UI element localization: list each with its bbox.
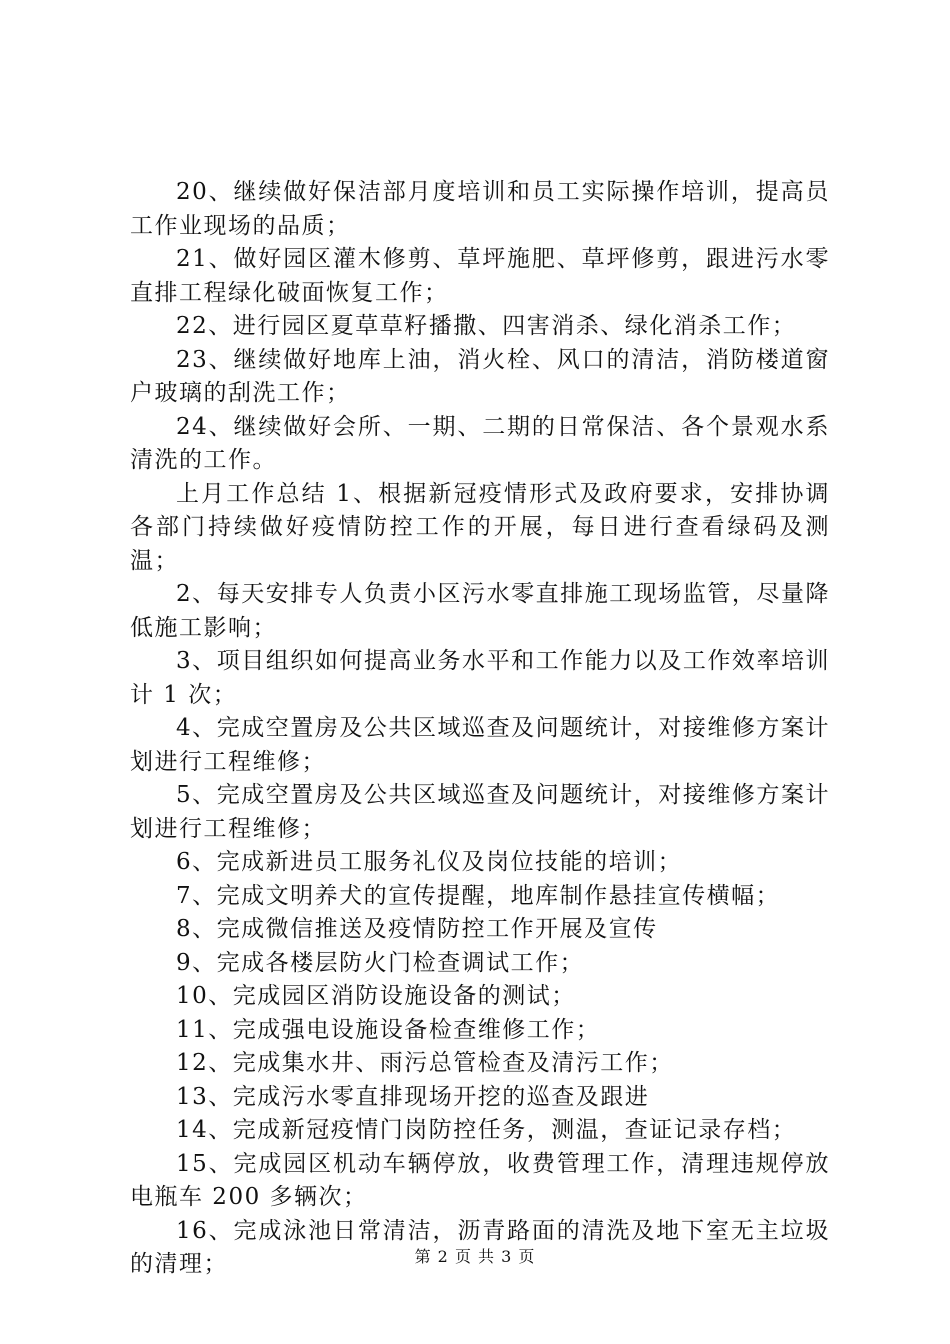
paragraph-item-23: 23、继续做好地库上油，消火栓、风口的清洁，消防楼道窗户玻璃的刮洗工作；: [130, 346, 830, 406]
paragraph-summary-2: 2、每天安排专人负责小区污水零直排施工现场监管，尽量降低施工影响；: [130, 581, 830, 641]
paragraph-summary-5: 5、完成空置房及公共区域巡查及问题统计，对接维修方案计划进行工程维修；: [130, 782, 830, 842]
document-body: [130, 176, 830, 1282]
paragraph-summary-11: 11、完成强电设施设备检查维修工作；: [176, 1016, 601, 1043]
paragraph-item-22: 22、进行园区夏草草籽播撒、四害消杀、绿化消杀工作；: [176, 313, 797, 339]
paragraph-summary-10: 10、完成园区消防设施设备的测试；: [176, 983, 576, 1009]
paragraph-summary-8: 8、完成微信推送及疫情防控工作开展及宣传: [176, 916, 658, 942]
page-number-label: 第 2 页 共 3 页: [414, 1247, 536, 1266]
paragraph-summary-14: 14、完成新冠疫情门岗防控任务，测温，查证记录存档；: [176, 1117, 797, 1143]
paragraph-summary-1: 上月工作总结 1、根据新冠疫情形式及政府要求，安排协调各部门持续做好疫情防控工作的开展，每日进行查看绿码及测温；: [130, 480, 830, 574]
page-footer: [0, 1247, 950, 1267]
paragraph-summary-15: 15、完成园区机动车辆停放，收费管理工作，清理违规停放电瓶车 200 多辆次；: [130, 1150, 830, 1210]
paragraph-summary-4: 4、完成空置房及公共区域巡查及问题统计，对接维修方案计划进行工程维修；: [130, 715, 830, 775]
paragraph-summary-6: 6、完成新进员工服务礼仪及岗位技能的培训；: [176, 849, 683, 875]
paragraph-summary-3: 3、项目组织如何提高业务水平和工作能力以及工作效率培训计 1 次；: [130, 648, 830, 708]
paragraph-summary-12: 12、完成集水井、雨污总管检查及清污工作；: [176, 1050, 674, 1076]
paragraph-item-20: 20、继续做好保洁部月度培训和员工实际操作培训，提高员工作业现场的品质；: [130, 179, 830, 239]
paragraph-summary-13: 13、完成污水零直排现场开挖的巡查及跟进: [176, 1083, 650, 1110]
paragraph-item-24: 24、继续做好会所、一期、二期的日常保洁、各个景观水系清洗的工作。: [130, 413, 830, 473]
paragraph-item-21: 21、做好园区灌木修剪、草坪施肥、草坪修剪，跟进污水零直排工程绿化破面恢复工作；: [130, 246, 830, 306]
paragraph-summary-7: 7、完成文明养犬的宣传提醒，地库制作悬挂宣传横幅；: [176, 882, 781, 909]
paragraph-summary-16: 16、完成泳池日常清洁，沥青路面的清洗及地下室无主垃圾的清理；: [130, 1217, 830, 1277]
paragraph-summary-9: 9、完成各楼层防火门检查调试工作；: [176, 949, 585, 976]
